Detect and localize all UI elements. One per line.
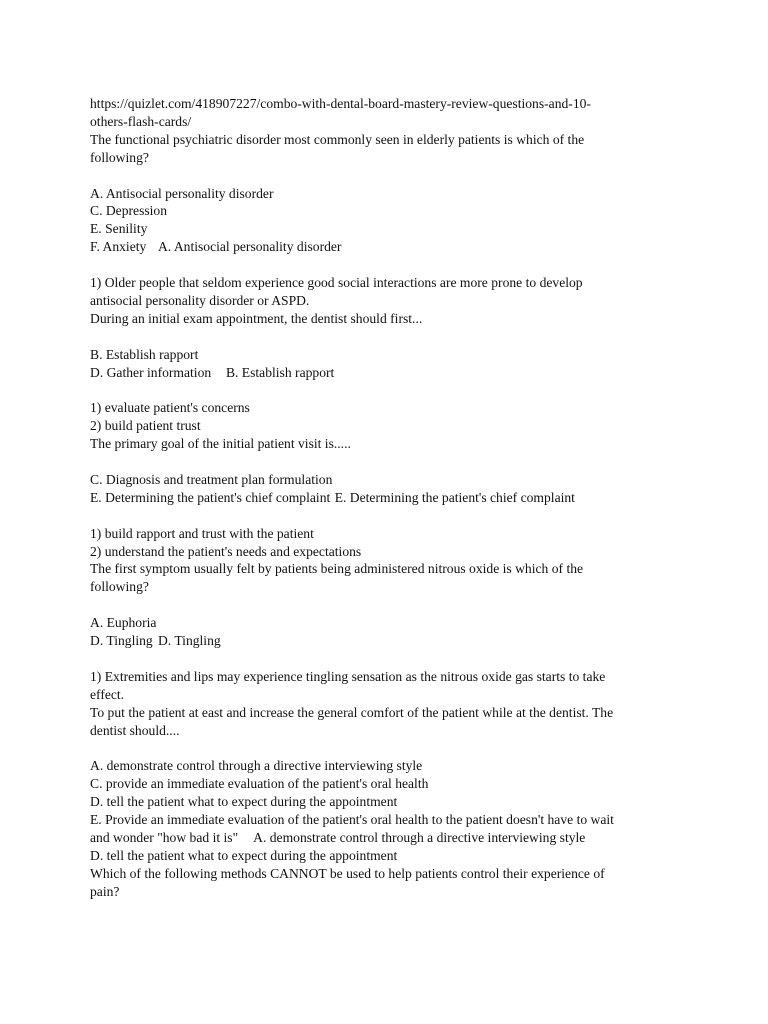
text-line: During an initial exam appointment, the dentist should first... <box>90 310 423 326</box>
text-line: 1) evaluate patient's concerns <box>90 400 250 416</box>
text-line: following? <box>90 149 149 165</box>
text-line: The first symptom usually felt by patients being administered nitrous oxide is which of the <box>90 561 584 577</box>
text-line: 1) Older people that seldom experience good social interactions are more prone to develop <box>90 275 583 291</box>
text-line: antisocial personality disorder or ASPD. <box>90 292 310 308</box>
text-line: Which of the following methods CANNOT be used to help patients control their experience of <box>90 865 605 881</box>
text-line: A. Antisocial personality disorder <box>90 185 274 201</box>
document-body <box>90 95 690 901</box>
text-line: To put the patient at east and increase the general comfort of the patient while at the dentist. The <box>90 704 614 720</box>
text-line: The functional psychiatric disorder most commonly seen in elderly patients is which of the <box>90 131 585 147</box>
text-line: E. Senility <box>90 221 148 237</box>
blank-line <box>90 740 690 758</box>
text-line: D. tell the patient what to expect during the appointment <box>90 794 398 810</box>
blank-line <box>90 596 690 614</box>
text-line: A. Euphoria <box>90 615 157 631</box>
text-line: A. demonstrate control through a directive interviewing style <box>90 758 423 774</box>
text-line: 1) Extremities and lips may experience tingling sensation as the nitrous oxide gas starts to take <box>90 668 606 684</box>
text-line: and wonder "how bad it is" A. demonstrate control through a directive interviewing style <box>90 830 586 846</box>
blank-line <box>90 507 690 525</box>
text-line: B. Establish rapport <box>90 346 199 362</box>
text-line: 2) understand the patient's needs and expectations <box>90 543 362 559</box>
text-line: pain? <box>90 883 120 899</box>
text-line: E. Provide an immediate evaluation of the patient's oral health to the patient doesn't have to wait <box>90 812 614 828</box>
text-line: 2) build patient trust <box>90 418 201 434</box>
text-line: C. provide an immediate evaluation of the patient's oral health <box>90 776 429 792</box>
text-line: D. Gather information B. Establish rapport <box>90 364 335 380</box>
text-line: effect. <box>90 686 125 702</box>
text-line: 1) build rapport and trust with the patient <box>90 525 314 541</box>
text-line: F. Anxiety A. Antisocial personality disorder <box>90 239 342 255</box>
text-line: C. Depression <box>90 203 168 219</box>
text-line: D. tell the patient what to expect during the appointment <box>90 847 398 863</box>
text-line: The primary goal of the initial patient visit is..... <box>90 436 351 452</box>
blank-line <box>90 328 690 346</box>
blank-line <box>90 650 690 668</box>
text-line: E. Determining the patient's chief complaint E. Determining the patient's chief complaint <box>90 489 575 505</box>
text-line: following? <box>90 579 149 595</box>
text-line: dentist should.... <box>90 722 180 738</box>
blank-line <box>90 453 690 471</box>
blank-line <box>90 381 690 399</box>
text-line: D. Tingling D. Tingling <box>90 633 221 649</box>
blank-line <box>90 256 690 274</box>
text-line: C. Diagnosis and treatment plan formulation <box>90 471 333 487</box>
text-line: https://quizlet.com/418907227/combo-with-dental-board-mastery-review-questions-and-10- <box>90 96 591 111</box>
blank-line <box>90 167 690 185</box>
text-line: others-flash-cards/ <box>90 113 192 129</box>
